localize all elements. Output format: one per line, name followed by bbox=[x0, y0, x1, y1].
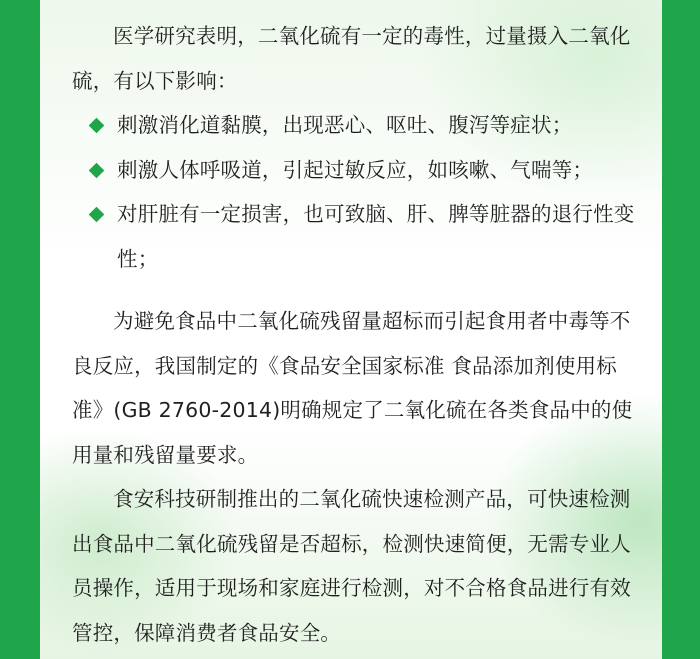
diamond-bullet-icon bbox=[89, 207, 105, 223]
effect-text: 刺激消化道黏膜，出现恶心、呕吐、腹泻等症状； bbox=[117, 113, 573, 137]
diamond-bullet-icon bbox=[89, 162, 105, 178]
standard-paragraph: 为避免食品中二氧化硫残留量超标而引起食用者中毒等不良反应，我国制定的《食品安全国家标准 食品添加剂使用标准》(GB 2760-2014)明确规定了二氧化硫在各类食品中的使用量和残留量要求。 bbox=[72, 309, 633, 467]
content-panel bbox=[40, 0, 662, 659]
effect-text: 对肝脏有一定损害，也可致脑、肝、脾等脏器的退行性变性； bbox=[117, 202, 635, 271]
product-paragraph: 食安科技研制推出的二氧化硫快速检测产品，可快速检测出食品中二氧化硫残留是否超标，检测快速简便，无需专业人员操作，适用于现场和家庭进行检测，对不合格食品进行有效管控，保障消费者食品安全。 bbox=[72, 487, 631, 645]
list-item bbox=[72, 103, 640, 148]
intro-paragraph: 医学研究表明，二氧化硫有一定的毒性，过量摄入二氧化硫，有以下影响： bbox=[72, 24, 631, 93]
effects-list bbox=[72, 103, 640, 281]
article-body bbox=[72, 14, 640, 655]
list-item bbox=[72, 192, 640, 281]
diamond-bullet-icon bbox=[89, 118, 105, 134]
effect-text: 刺激人体呼吸道，引起过敏反应，如咳嗽、气喘等； bbox=[117, 157, 594, 182]
list-item bbox=[72, 148, 640, 193]
